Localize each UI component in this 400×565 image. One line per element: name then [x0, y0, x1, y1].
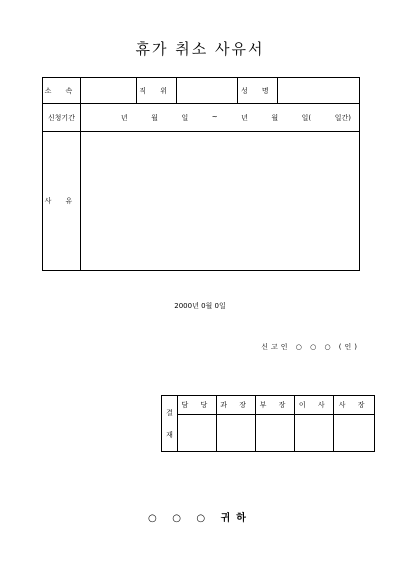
- position-field[interactable]: [176, 78, 238, 104]
- sign-section-chief[interactable]: [216, 415, 255, 452]
- sign-president[interactable]: [334, 415, 375, 452]
- period-label: 신청기간: [43, 104, 81, 132]
- role-director: 이 사: [295, 396, 334, 415]
- role-president: 사 장: [334, 396, 375, 415]
- reason-label: 사 유: [43, 132, 81, 271]
- document-title: 휴가 취소 사유서: [135, 40, 265, 58]
- reporter-line: 신고인 ○ ○ ○ (인): [261, 343, 360, 351]
- addressee: ○ ○ ○ 귀하: [148, 513, 252, 524]
- role-section-chief: 과 장: [216, 396, 255, 415]
- period-end-day: 일(: [301, 113, 312, 122]
- name-label: 성 명: [238, 78, 278, 104]
- position-label: 직 위: [136, 78, 176, 104]
- approval-label: [162, 396, 178, 452]
- period-start-month: 월: [151, 113, 158, 122]
- period-end-year: 년: [241, 113, 248, 122]
- sign-staff[interactable]: [177, 415, 216, 452]
- approval-label-top: 결: [166, 408, 173, 417]
- period-field[interactable]: [80, 104, 359, 132]
- period-end-month: 월: [271, 113, 279, 122]
- period-start-day: 일: [181, 113, 189, 122]
- leave-form-table: [42, 77, 360, 271]
- role-staff: 담 당: [177, 396, 216, 415]
- affiliation-field[interactable]: [80, 78, 136, 104]
- period-start-year: 년: [120, 113, 128, 122]
- sign-department-head[interactable]: [255, 415, 295, 452]
- approval-label-bottom: 재: [166, 430, 173, 439]
- reason-field[interactable]: [80, 132, 359, 271]
- sign-director[interactable]: [295, 415, 334, 452]
- period-days-count: 일간): [334, 113, 351, 122]
- period-parts: [81, 113, 359, 123]
- affiliation-label: 소 속: [43, 78, 81, 104]
- name-field[interactable]: [278, 78, 360, 104]
- period-tilde: ~: [211, 112, 218, 121]
- date-line: 2000년 0월 0일: [174, 302, 226, 310]
- approval-table: [161, 395, 375, 452]
- role-department-head: 부 장: [255, 396, 295, 415]
